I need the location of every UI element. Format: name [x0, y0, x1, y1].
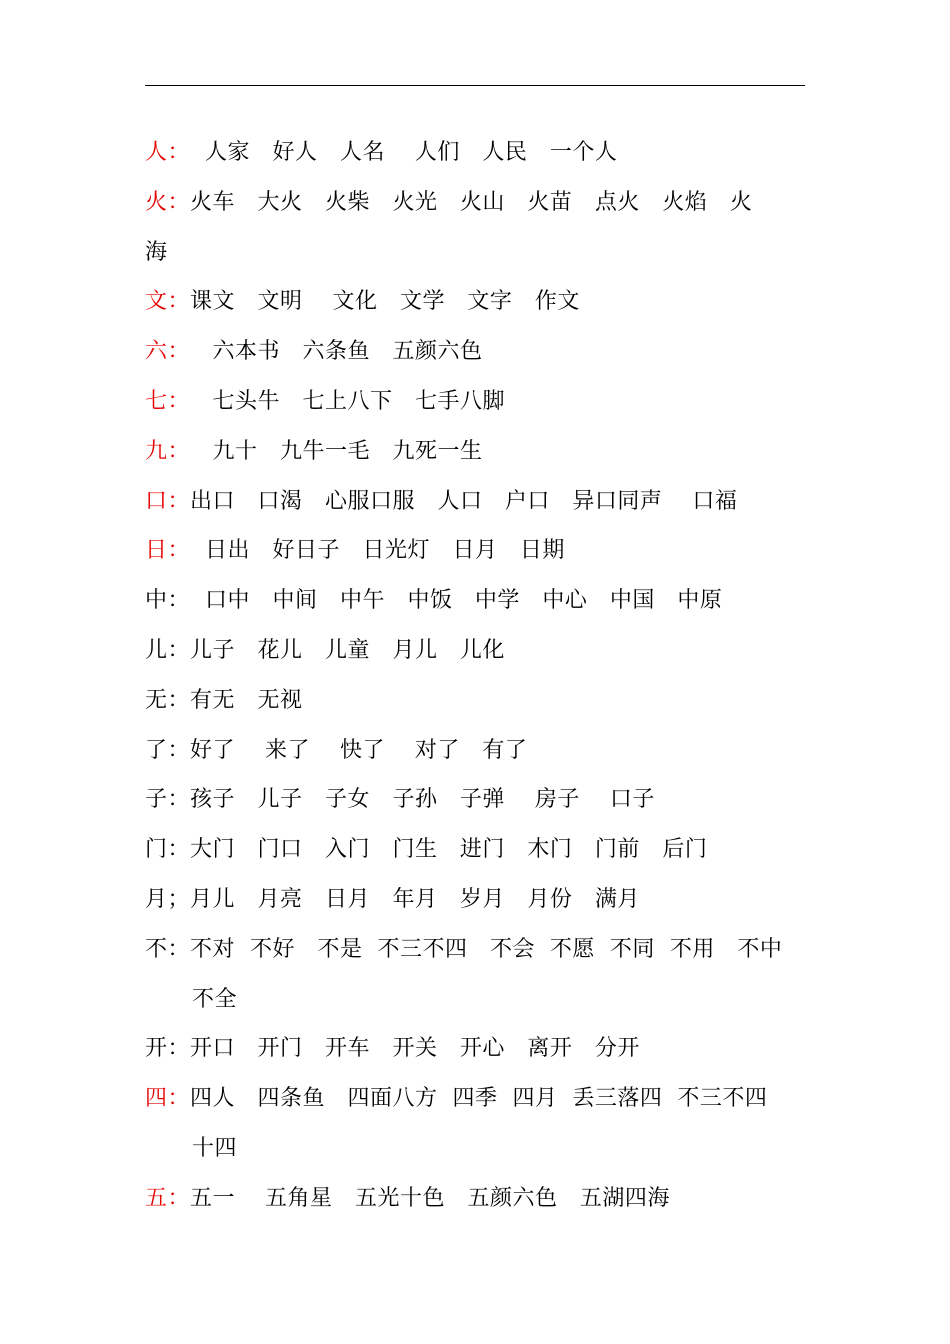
word-line-wen — [145, 277, 810, 327]
char-head: 子： — [145, 787, 191, 813]
word-group: 孩子 儿子 子女 子孙 子弹 房子 口子 — [190, 787, 655, 813]
word-line-ri — [145, 526, 810, 576]
word-group: 大门 门口 入门 门生 进门 木门 门前 后门 — [190, 837, 708, 863]
word-group: 人家 好人 人名 人们 人民 一个人 — [190, 140, 618, 165]
char-head: 中： — [145, 588, 191, 614]
char-head: 文： — [145, 289, 191, 315]
word-line-ren — [145, 128, 810, 178]
word-line-si-wrap — [145, 1124, 810, 1174]
word-group: 日出 好日子 日光灯 日月 日期 — [190, 538, 565, 564]
char-head: 九： — [145, 438, 191, 464]
char-head: 五： — [145, 1185, 191, 1211]
word-line-yue — [145, 875, 810, 925]
word-line-wu-none — [145, 676, 810, 726]
char-head: 无： — [145, 687, 191, 713]
word-group: 火车 大火 火柴 火光 火山 火苗 点火 火焰 火 — [190, 189, 753, 215]
word-line-qi — [145, 377, 810, 427]
char-head: 人： — [145, 140, 191, 165]
char-head: 四： — [145, 1086, 191, 1112]
word-line-zi — [145, 775, 810, 825]
word-line-huo — [145, 178, 810, 228]
word-group: 开口 开门 开车 开关 开心 离开 分开 — [190, 1036, 640, 1062]
word-line-liu — [145, 327, 810, 377]
word-group: 有无 无视 — [190, 687, 303, 713]
char-head: 不： — [145, 936, 191, 962]
word-line-le — [145, 726, 810, 776]
word-line-bu-wrap — [145, 975, 810, 1025]
word-group: 九十 九牛一毛 九死一生 — [190, 438, 483, 464]
word-group: 十四 — [192, 1135, 238, 1161]
word-line-men — [145, 825, 810, 875]
word-line-bu — [145, 925, 810, 975]
char-head: 儿： — [145, 637, 191, 663]
char-head: 门： — [145, 837, 191, 863]
word-line-jiu — [145, 427, 810, 477]
word-line-kai — [145, 1024, 810, 1074]
word-group: 四人 四条鱼 四面八方 四季 四月 丢三落四 不三不四 — [190, 1086, 768, 1112]
word-group: 七头牛 七上八下 七手八脚 — [190, 388, 505, 414]
char-head: 开： — [145, 1036, 191, 1062]
word-group: 儿子 花儿 儿童 月儿 儿化 — [190, 637, 505, 663]
word-group: 课文 文明 文化 文学 文字 作文 — [190, 289, 580, 315]
char-head: 日： — [145, 538, 191, 564]
word-group: 口中 中间 中午 中饭 中学 中心 中国 中原 — [190, 588, 723, 614]
word-group: 出口 口渴 心服口服 人口 户口 异口同声 口福 — [190, 488, 738, 514]
word-line-er — [145, 626, 810, 676]
word-group: 不全 — [192, 986, 238, 1012]
word-list — [145, 128, 810, 1224]
char-head: 六： — [145, 339, 191, 365]
word-line-kou — [145, 477, 810, 527]
word-group: 好了 来了 快了 对了 有了 — [190, 737, 528, 763]
word-line-si — [145, 1074, 810, 1124]
word-group: 月儿 月亮 日月 年月 岁月 月份 满月 — [190, 886, 640, 912]
word-group: 六本书 六条鱼 五颜六色 — [190, 339, 483, 365]
char-head: 火： — [145, 189, 191, 215]
word-group: 海 — [145, 239, 168, 265]
word-group: 不对 不好 不是 不三不四 不会 不愿 不同 不用 不中 — [190, 936, 783, 962]
char-head: 了： — [145, 737, 191, 763]
word-line-wu-five — [145, 1174, 810, 1224]
word-group: 五一 五角星 五光十色 五颜六色 五湖四海 — [190, 1185, 670, 1211]
char-head: 月； — [145, 886, 191, 912]
char-head: 七： — [145, 388, 191, 414]
word-line-huo-wrap — [145, 228, 810, 278]
word-line-zhong — [145, 576, 810, 626]
char-head: 口： — [145, 488, 191, 514]
header-rule — [145, 85, 805, 86]
